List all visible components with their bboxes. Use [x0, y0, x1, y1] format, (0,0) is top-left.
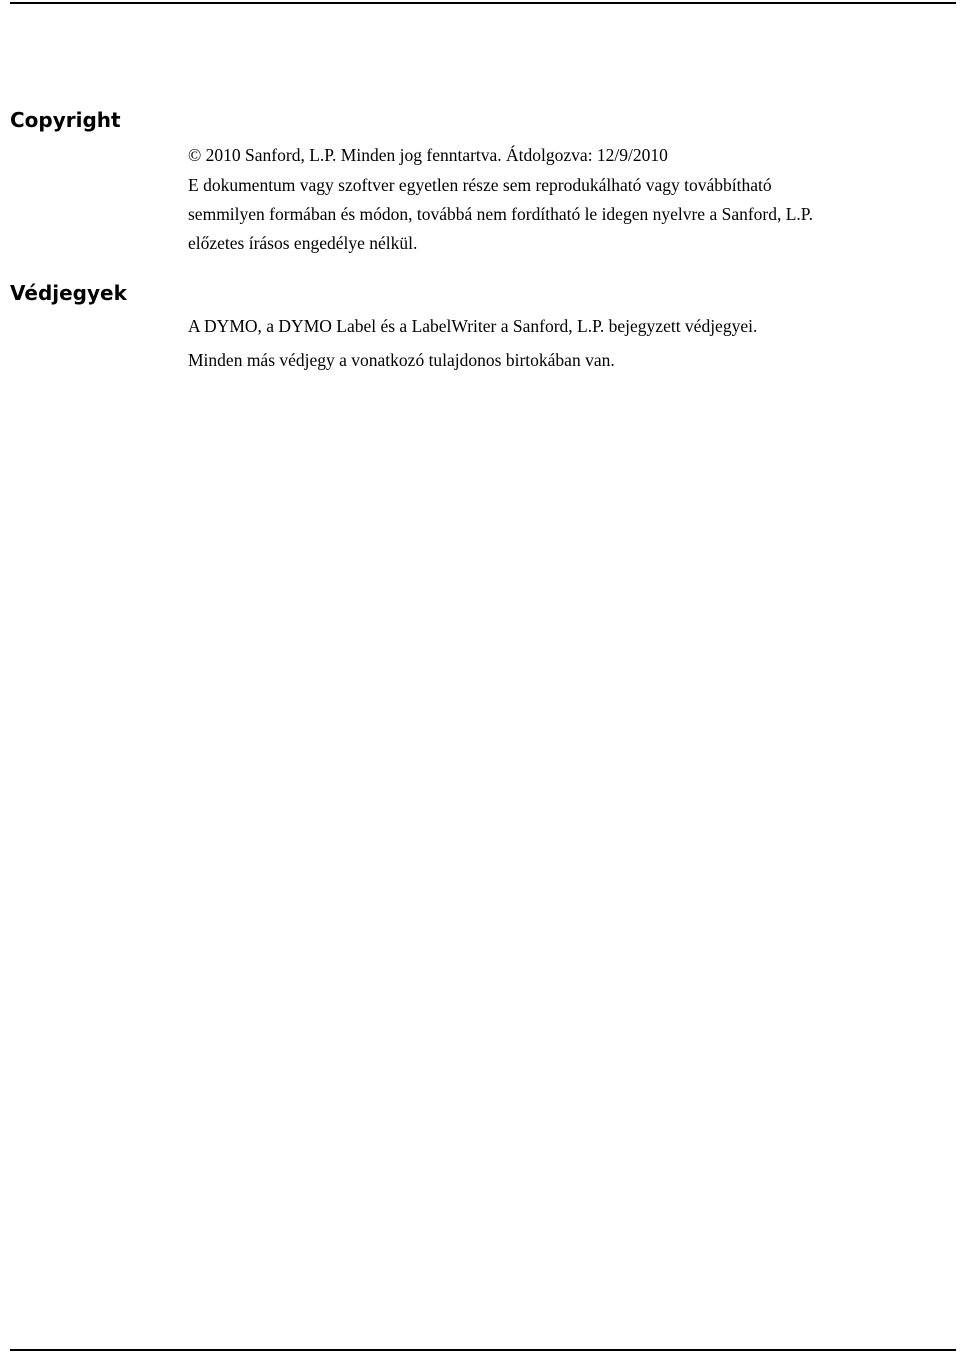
- other-trademarks-statement: Minden más védjegy a vonatkozó tulajdonos birtokában van.: [188, 350, 615, 370]
- trademarks-statement: A DYMO, a DYMO Label és a LabelWriter a Sanford, L.P. bejegyzett védjegyei.: [188, 316, 758, 336]
- reproduction-line: E dokumentum vagy szoftver egyetlen része sem reprodukálható vagy továbbítható: [188, 175, 772, 195]
- reproduction-line: semmilyen formában és módon, továbbá nem fordítható le idegen nyelvre a Sanford, L.P.: [188, 204, 813, 224]
- top-rule: [10, 2, 956, 4]
- reproduction-paragraph: [188, 171, 813, 258]
- copyright-heading: Copyright: [10, 108, 121, 132]
- copyright-notice: © 2010 Sanford, L.P. Minden jog fenntartva. Átdolgozva: 12/9/2010: [188, 145, 668, 165]
- reproduction-line: előzetes írásos engedélye nélkül.: [188, 233, 418, 253]
- bottom-rule: [10, 1349, 956, 1351]
- trademarks-heading: Védjegyek: [10, 281, 127, 305]
